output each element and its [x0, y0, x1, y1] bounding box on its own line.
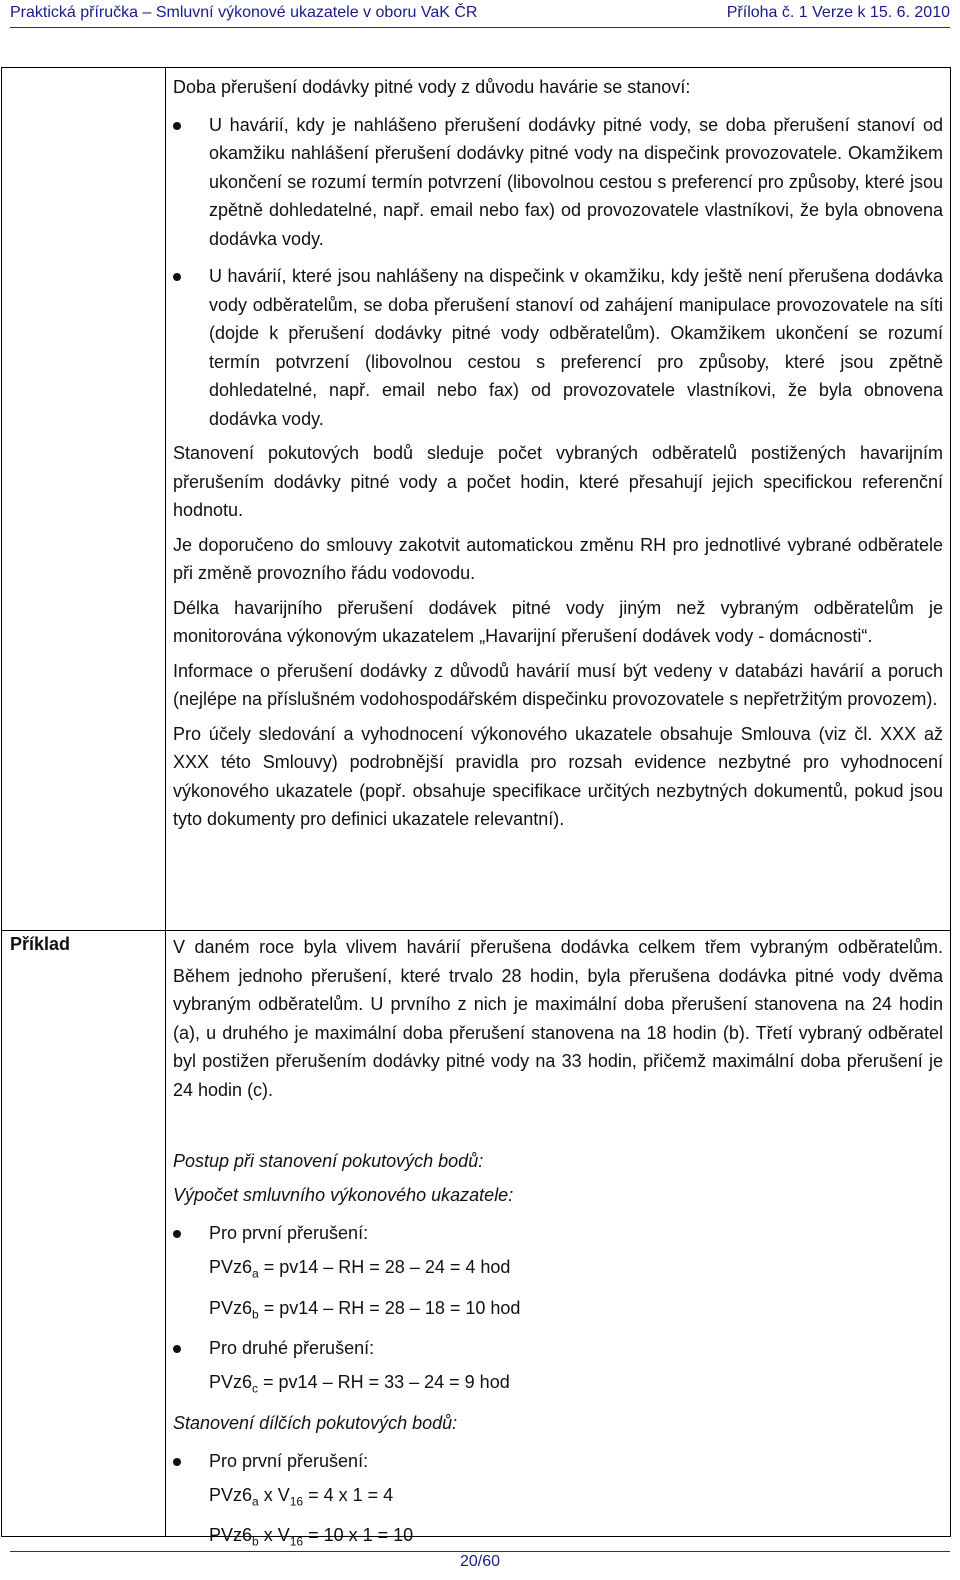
row2-content [173, 933, 943, 1104]
row1-content [173, 73, 943, 834]
bullet-item [173, 262, 943, 433]
bullet-icon [173, 122, 181, 130]
paragraph: Je doporučeno do smlouvy zakotvit automatickou změnu RH pro jednotlivé vybrané odběratele při změně provozního řádu vodovodu. [173, 534, 943, 583]
column-divider [165, 68, 166, 1536]
bullet-item [173, 1331, 943, 1365]
page-header [10, 2, 950, 24]
intro-text: Doba přerušení dodávky pitné vody z důvodu havárie se stanoví: [173, 77, 691, 97]
calc-title: Výpočet smluvního výkonového ukazatele: [173, 1185, 514, 1205]
bullet-text: U havárií, kdy je nahlášeno přerušení dodávky pitné vody, se doba přerušení stanoví od okamžiku nahlášení přerušení dodávky pitné vody na dispečink provozovatele. Okamžikem ukončení se rozumí termín potvrzení (libovolnou cestou s preferencí pro způsoby, které jsou zpětně dohledatelné, např. email nebo fax) od provozovatele vlastníkovi, že byla obnovena dodávka vody. [209, 114, 943, 249]
formula-pvz6b: $PVz6_b = pv14$ – RH = 28 – 18 = 10 hod [209, 1297, 521, 1322]
example-text: V daném roce byla vlivem havárií přerušena dodávka celkem třem vybraným odběratelům. Během jednoho přerušení, které trvalo 28 hodin, byla přerušena dodávka pitné vody dvěma vybraným odběratelům. U prvního z nich je maximální doba přerušení stanovena na 24 hodin (a), u druhého je maximální doba přerušení stanovena na 18 hodin (b). Třetí vybraný odběratel byl postižen přerušením dodávky pitné vody na 33 hodin, přičemž maximální doba přerušení je 24 hodin (c). [173, 937, 943, 1100]
bullet-icon [173, 273, 181, 281]
formula-pvz6c: $PVz6_c = pv14$ – RH = 33 – 24 = 9 hod [209, 1372, 510, 1396]
formula-pvz6a: $PVz6_a = pv14$ – RH = 28 – 24 = 4 hod [209, 1257, 511, 1281]
header-rule [10, 27, 950, 28]
paragraph: Délka havarijního přerušení dodávek pitné vody jiným než vybraným odběratelům je monitorována výkonovým ukazatelem „Havarijní přerušení dodávek vody - domácnosti“. [173, 597, 943, 646]
example-label: Příklad [10, 934, 71, 954]
row-divider [2, 930, 950, 931]
footer-rule [10, 1551, 950, 1552]
paragraph: Informace o přerušení dodávky z důvodů havárií musí být vedeny v databázi havárií a poruch (nejlépe na příslušném vodohospodářském dispečinku provozovatele s nepřetržitým provozem). [173, 660, 943, 709]
bullet-item [173, 1444, 943, 1478]
formula-points-b: $PVz6_b$ x $V_{16} = 10$ x 1 = 10 [209, 1525, 414, 1549]
calculation-section [173, 1144, 943, 1559]
bullet-text: Pro první přerušení: [209, 1223, 369, 1243]
bullet-icon [173, 1230, 181, 1238]
bullet-item [173, 111, 943, 254]
bullet-text: Pro druhé přerušení: [209, 1338, 375, 1359]
bullet-icon [173, 1345, 181, 1353]
procedure-title: Postup při stanovení pokutových bodů: [173, 1151, 484, 1171]
paragraph: Pro účely sledování a vyhodnocení výkonového ukazatele obsahuje Smlouva (viz čl. XXX až XXX této Smlouvy) podrobnější pravidla pro rozsah evidence nezbytné pro vyhodnocení výkonového ukazatele (popř. obsahuje specifikace určitých nezbytných dokumentů, pokud jsou tyto dokumenty pro definici ukazatele relevantní). [173, 723, 943, 829]
paragraph: Stanovení pokutových bodů sleduje počet vybraných odběratelů postižených havarijním přerušením dodávky pitné vody a počet hodin, které přesahují jejich specifickou referenční hodnotu. [173, 443, 943, 520]
bullet-text: U havárií, které jsou nahlášeny na dispečink v okamžiku, kdy ještě není přerušena dodávka vody odběratelům, se doba přerušení stanoví od zahájení manipulace provozovatele na síti (dojde k přerušení dodávky pitné vody odběratelům). Okamžikem ukončení se rozumí termín potvrzení (libovolnou cestou s preferencí pro způsoby, které jsou zpětně dohledatelné, např. email nebo fax) od provozovatele vlastníkovi, že byla obnovena dodávka vody. [209, 266, 943, 429]
header-version: Příloha č. 1 Verze k 15. 6. 2010 [726, 4, 950, 21]
bullet-icon [173, 1458, 181, 1466]
header-title: Praktická příručka – Smluvní výkonové ukazatele v oboru VaK ČR [10, 4, 478, 21]
page-number: 20/60 [459, 1553, 501, 1570]
formula-points-a: $PVz6_a$ x $V_{16} = 4$ x 1 = 4 [209, 1484, 394, 1509]
partial-title: Stanovení dílčích pokutových bodů: [173, 1412, 458, 1433]
bullet-text: Pro první přerušení: [209, 1450, 369, 1471]
bullet-item [173, 1216, 943, 1250]
